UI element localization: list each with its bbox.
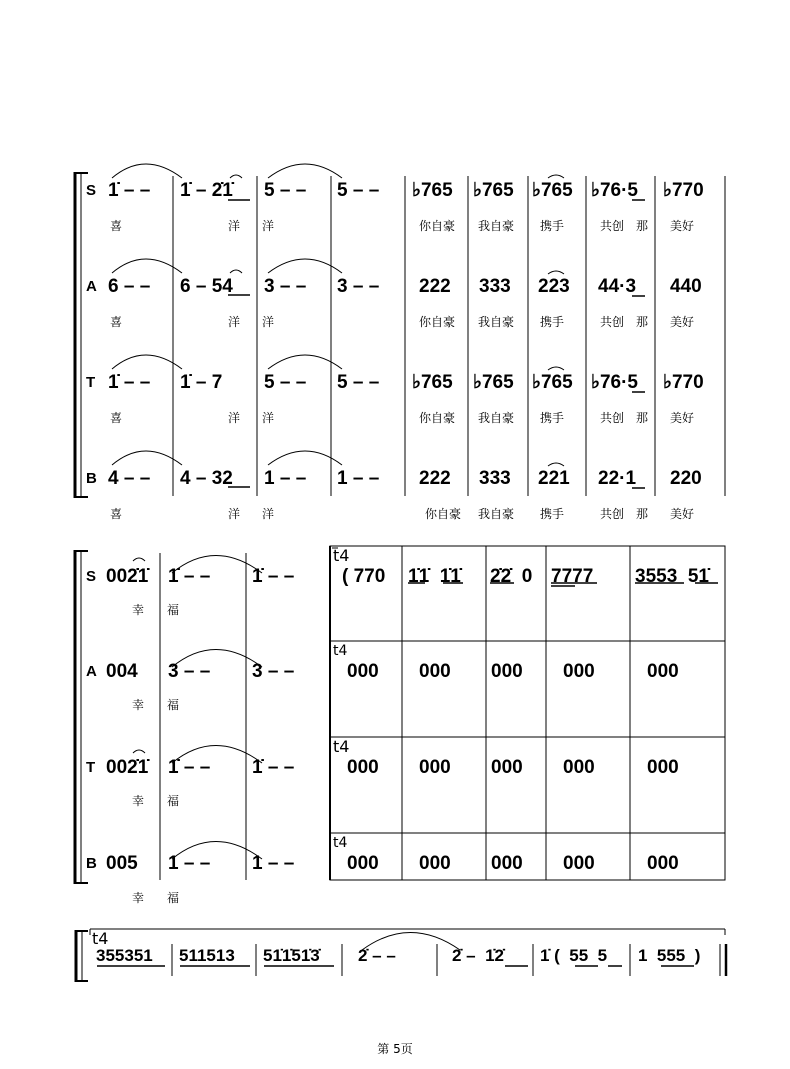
measure: 1̇ – –: [108, 372, 156, 393]
measure: ♭770: [663, 372, 704, 393]
measure: 222: [419, 468, 451, 489]
lyric: 我自豪: [478, 219, 515, 233]
lyric: 共创: [600, 507, 625, 521]
measure: 355351: [96, 946, 153, 965]
lyric: 喜: [110, 411, 123, 425]
time-marker: t4: [333, 835, 348, 851]
measure: 4 – –: [108, 468, 156, 489]
lyric: 福: [167, 891, 180, 905]
time-marker: t4: [333, 546, 350, 565]
measure: 3 – –: [264, 276, 312, 297]
voice-label-s: S: [86, 182, 97, 199]
measure: 000: [347, 661, 379, 682]
lyric: 你自豪: [419, 219, 456, 233]
measure: 5 – –: [264, 180, 312, 201]
lyric: 洋: [262, 315, 275, 329]
lyric: 洋: [262, 411, 275, 425]
measure: 1 – –: [264, 468, 312, 489]
lyric: 洋: [262, 219, 275, 233]
lyric: 幸: [132, 891, 145, 905]
measure: 51̇1̇51̇3̇: [263, 946, 320, 965]
measure: 44·3: [598, 276, 637, 297]
lyric: 携手: [540, 219, 565, 233]
time-marker: t4: [92, 929, 109, 948]
measure: 1̇ – 7: [180, 372, 223, 393]
lyric: 美好: [670, 219, 695, 233]
measure: 000: [563, 661, 595, 682]
measure: 1̇ – –: [108, 180, 156, 201]
measure: 221: [538, 468, 570, 489]
measure: 223: [538, 276, 570, 297]
lyric: 福: [167, 794, 180, 808]
lyric: 喜: [110, 507, 123, 521]
lyric: 那: [636, 219, 649, 233]
measure: 7777: [551, 566, 594, 587]
lyric: 喜: [110, 315, 123, 329]
measure: 000: [491, 661, 523, 682]
lyric: 洋: [228, 219, 241, 233]
measure: 000: [563, 853, 595, 874]
measure: 3 – –: [168, 661, 216, 682]
measure: 5 – –: [264, 372, 312, 393]
measure: 2̇ – –: [358, 946, 396, 965]
measure: ♭765: [412, 372, 453, 393]
measure: 005: [106, 853, 138, 874]
measure: 3553 51̇: [635, 566, 709, 587]
measure: 2̇ – 1̇2̇: [452, 946, 504, 965]
measure: 000: [563, 757, 595, 778]
measure: 000: [491, 853, 523, 874]
lyric: 洋: [228, 315, 241, 329]
lyric: 共创: [600, 315, 625, 329]
measure: 333: [479, 468, 511, 489]
voice-label-a: A: [86, 278, 97, 295]
measure: 002̇1̇: [106, 757, 149, 778]
lyric: 喜: [110, 219, 123, 233]
measure: 002̇1̇: [106, 566, 149, 587]
lyric: 幸: [132, 698, 145, 712]
lyric: 你自豪: [419, 315, 456, 329]
lyric: 福: [167, 603, 180, 617]
measure: 000: [491, 757, 523, 778]
measure: 1̇ – –: [252, 757, 300, 778]
measure: ♭765: [532, 180, 573, 201]
voice-label-t: T: [86, 759, 96, 776]
measure: ( 770: [342, 566, 386, 587]
lyric: 美好: [670, 411, 695, 425]
measure: 333: [479, 276, 511, 297]
measure: 2̇2̇ 0: [490, 566, 533, 587]
measure: 6 – –: [108, 276, 156, 297]
lyric: 那: [636, 507, 649, 521]
lyric: 美好: [670, 507, 695, 521]
lyric: 幸: [132, 603, 145, 617]
voice-label-a: A: [86, 663, 97, 680]
measure: 000: [419, 853, 451, 874]
lyric: 洋: [262, 507, 275, 521]
lyric: 那: [636, 315, 649, 329]
measure: 1 – –: [168, 853, 216, 874]
measure: ♭765: [473, 372, 514, 393]
measure: ♭770: [663, 180, 704, 201]
time-marker: t4: [333, 737, 350, 756]
measure: 1̇ ( 55 5: [540, 946, 608, 965]
lyric: 你自豪: [425, 507, 462, 521]
measure: 511513: [179, 946, 235, 965]
measure: ♭76·5: [591, 180, 638, 201]
voice-label-b: B: [86, 470, 97, 487]
measure: 3 – –: [252, 661, 300, 682]
measure: 1̇ – –: [168, 566, 216, 587]
lyric: 携手: [540, 507, 565, 521]
measure: 440: [670, 276, 702, 297]
measure: 000: [347, 853, 379, 874]
measure: 004: [106, 661, 138, 682]
measure: 000: [647, 853, 679, 874]
measure: 000: [419, 757, 451, 778]
measure: 1̇ – 2̇1̇: [180, 180, 233, 201]
measure: 5 – –: [337, 180, 385, 201]
measure: 000: [419, 661, 451, 682]
measure: 000: [647, 757, 679, 778]
measure: 000: [347, 757, 379, 778]
lyric: 我自豪: [478, 315, 515, 329]
measure: 220: [670, 468, 702, 489]
measure: 1̇ – –: [252, 566, 300, 587]
lyric: 幸: [132, 794, 145, 808]
lyric: 美好: [670, 315, 695, 329]
lyric: 那: [636, 411, 649, 425]
voice-label-s: S: [86, 568, 97, 585]
time-marker: t4: [333, 643, 348, 659]
measure: 5 – –: [337, 372, 385, 393]
page-number: 第 5页: [377, 1042, 413, 1056]
lyric: 携手: [540, 411, 565, 425]
measure: 1̇1̇ 1̇1̇: [408, 566, 461, 587]
lyric: 携手: [540, 315, 565, 329]
measure: 000: [647, 661, 679, 682]
measure: 1 – –: [337, 468, 385, 489]
measure: 3 – –: [337, 276, 385, 297]
measure: ♭76·5: [591, 372, 638, 393]
lyric: 福: [167, 698, 180, 712]
lyric: 你自豪: [419, 411, 456, 425]
measure: 4 – 32: [180, 468, 233, 489]
lyric: 洋: [228, 507, 241, 521]
lyric: 我自豪: [478, 411, 515, 425]
measure: 222: [419, 276, 451, 297]
lyric: 我自豪: [478, 507, 515, 521]
voice-label-b: B: [86, 855, 97, 872]
measure: 22·1: [598, 468, 637, 489]
measure: ♭765: [473, 180, 514, 201]
measure: 1 555 ): [638, 946, 701, 965]
lyric: 洋: [228, 411, 241, 425]
measure: 1 – –: [252, 853, 300, 874]
measure: 1̇ – –: [168, 757, 216, 778]
lyric: 共创: [600, 219, 625, 233]
measure: ♭765: [532, 372, 573, 393]
lyric: 共创: [600, 411, 625, 425]
measure: 6 – 54: [180, 276, 233, 297]
voice-label-t: T: [86, 374, 96, 391]
measure: ♭765: [412, 180, 453, 201]
